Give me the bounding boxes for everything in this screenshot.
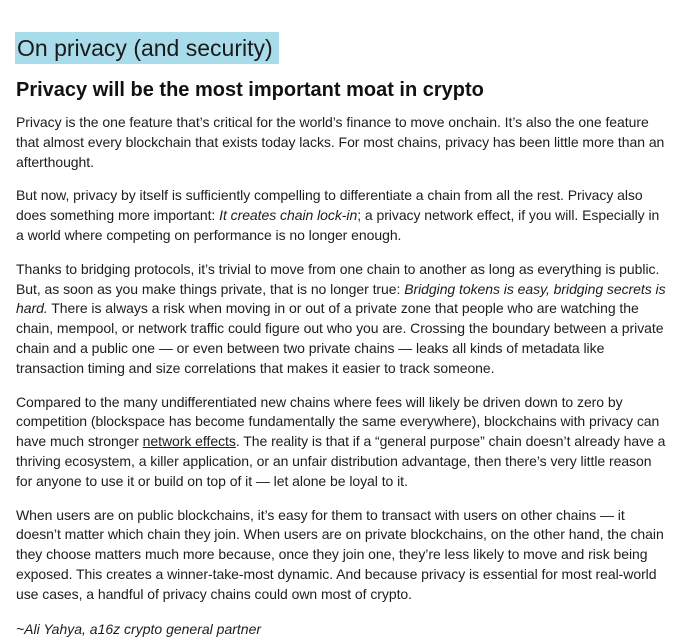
paragraph-4-text-start: Compared to the many undifferentiated new chains where fees will likely be driven down to zero by competition (blockspace has become fundamentally the same everywhere), blockchains with privacy can have much stronger [16,393,660,450]
section-title: On privacy (and security) [15,32,279,64]
paragraph-3 [16,260,666,379]
paragraph-2-emphasis: It creates chain lock-in [219,207,358,224]
paragraph-5: When users are on public blockchains, it’s easy for them to transact with users on other chains — it doesn’t matter which chain they join. When users are on private blockchains, on the other hand, the chain they choose matters much more because, once they join one, they’re less likely to move and risk being exposed. This creates a winner-take-most dynamic. And because privacy is essential for most real-world use cases, a handful of privacy chains could own most of crypto. [16,506,664,602]
paragraph-4-text-end: . The reality is that if a “general purpose” chain doesn’t already have a thriving ecosystem, a killer application, or an unfair distribution advantage, then there’s very little reason for anyone to use it or build on top of it — let alone be loyal to it. [16,433,666,489]
paragraph-3-text-start: Thanks to bridging protocols, it’s trivial to move from one chain to another as long as everything is public. But, as soon as you make things private, that is no longer true: [16,260,660,297]
paragraph-1: Privacy is the one feature that’s critical for the world’s finance to move onchain. It’s also the one feature that almost every blockchain that exists today lacks. For most chains, privacy has been little more than an afterthought. [16,114,665,170]
paragraph-3-text-end: There is always a risk when moving in or out of a private zone that people who are watching the chain, mempool, or network traffic could figure out who you are. Crossing the boundary between a private chain and a public one — or even between two private chains — leaks all kinds of metadata like transaction timing and size correlations that makes it easier to track someone. [16,300,664,376]
paragraph-2 [16,186,666,245]
paragraph-2-text-start: But now, privacy by itself is sufficiently compelling to differentiate a chain from all the rest. Privacy also does something more important: [16,187,643,224]
article-title: Privacy will be the most important moat in crypto [16,79,484,101]
attribution: ~Ali Yahya, a16z crypto general partner [16,620,262,637]
network-effects-link[interactable]: network effects [142,433,236,450]
paragraph-4 [16,393,666,492]
paragraph-2-text-end: ; a privacy network effect, if you will. Especially in a world where competing on performance is no longer enough. [16,207,660,243]
paragraph-3-emphasis: Bridging tokens is easy, bridging secrets is hard. [16,280,666,317]
